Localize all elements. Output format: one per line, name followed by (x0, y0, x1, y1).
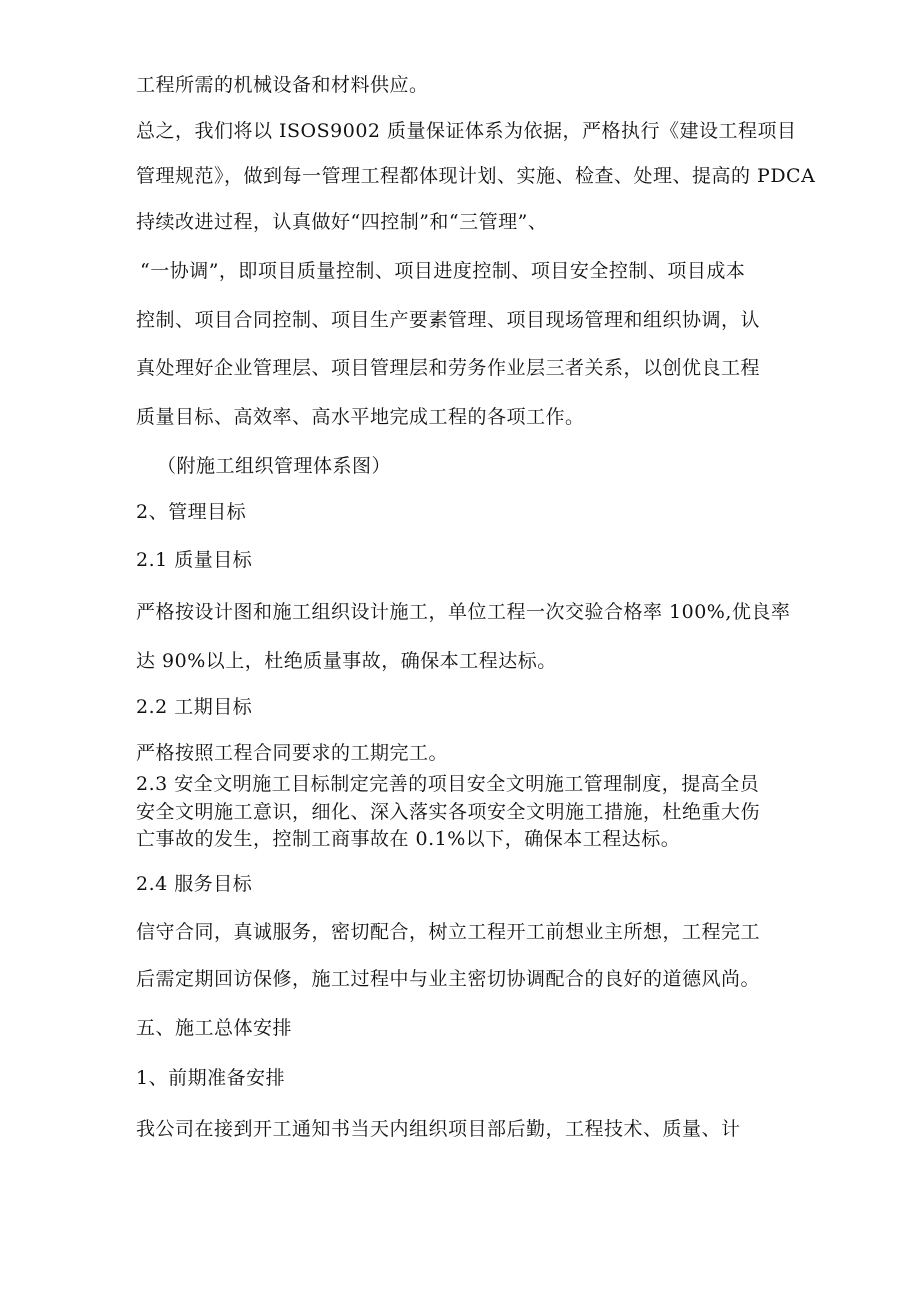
text-line: 后需定期回访保修，施工过程中与业主密切协调配合的良好的道德风尚。 (136, 968, 761, 990)
text-line: 信守合同，真诚服务，密切配合，树立工程开工前想业主所想，工程完工 (136, 921, 761, 943)
text-line: 我公司在接到开工通知书当天内组织项目部后勤，工程技术、质量、计 (136, 1118, 741, 1140)
text-line: “一协调”，即项目质量控制、项目进度控制、项目安全控制、项目成本 (140, 260, 746, 282)
text-line: 严格按设计图和施工组织设计施工，单位工程一次交验合格率 100%,优良率 (136, 601, 791, 623)
text-line: 安全文明施工意识，细化、深入落实各项安全文明施工措施，杜绝重大伤 (136, 801, 761, 823)
text-line: 总之，我们将以 ISOS9002 质量保证体系为依据，严格执行《建设工程项目 (136, 120, 797, 142)
subsection-heading: 2.1 质量目标 (136, 549, 253, 571)
section-heading: 2、管理目标 (136, 501, 247, 523)
text-line: 工程所需的机械设备和材料供应。 (136, 74, 429, 96)
text-line: 持续改进过程，认真做好“四控制”和“三管理”、 (136, 211, 548, 233)
subsection-heading: 2.2 工期目标 (136, 696, 253, 718)
text-line: 管理规范》，做到每一管理工程都体现计划、实施、检查、处理、提高的 PDCA (136, 165, 816, 187)
figure-reference: （附施工组织管理体系图） (157, 455, 392, 477)
text-line: 亡事故的发生，控制工商事故在 0.1%以下，确保本工程达标。 (136, 828, 681, 850)
subsection-heading: 1、前期准备安排 (136, 1067, 286, 1089)
text-line: 2.3 安全文明施工目标制定完善的项目安全文明施工管理制度，提高全员 (136, 773, 760, 795)
section-heading: 五、施工总体安排 (136, 1017, 293, 1039)
subsection-heading: 2.4 服务目标 (136, 873, 253, 895)
text-line: 控制、项目合同控制、项目生产要素管理、项目现场管理和组织协调，认 (136, 309, 761, 331)
text-line: 质量目标、高效率、高水平地完成工程的各项工作。 (136, 406, 585, 428)
text-line: 严格按照工程合同要求的工期完工。 (136, 742, 449, 764)
text-line: 真处理好企业管理层、项目管理层和劳务作业层三者关系，以创优良工程 (136, 357, 761, 379)
text-line: 达 90%以上，杜绝质量事故，确保本工程达标。 (136, 650, 557, 672)
